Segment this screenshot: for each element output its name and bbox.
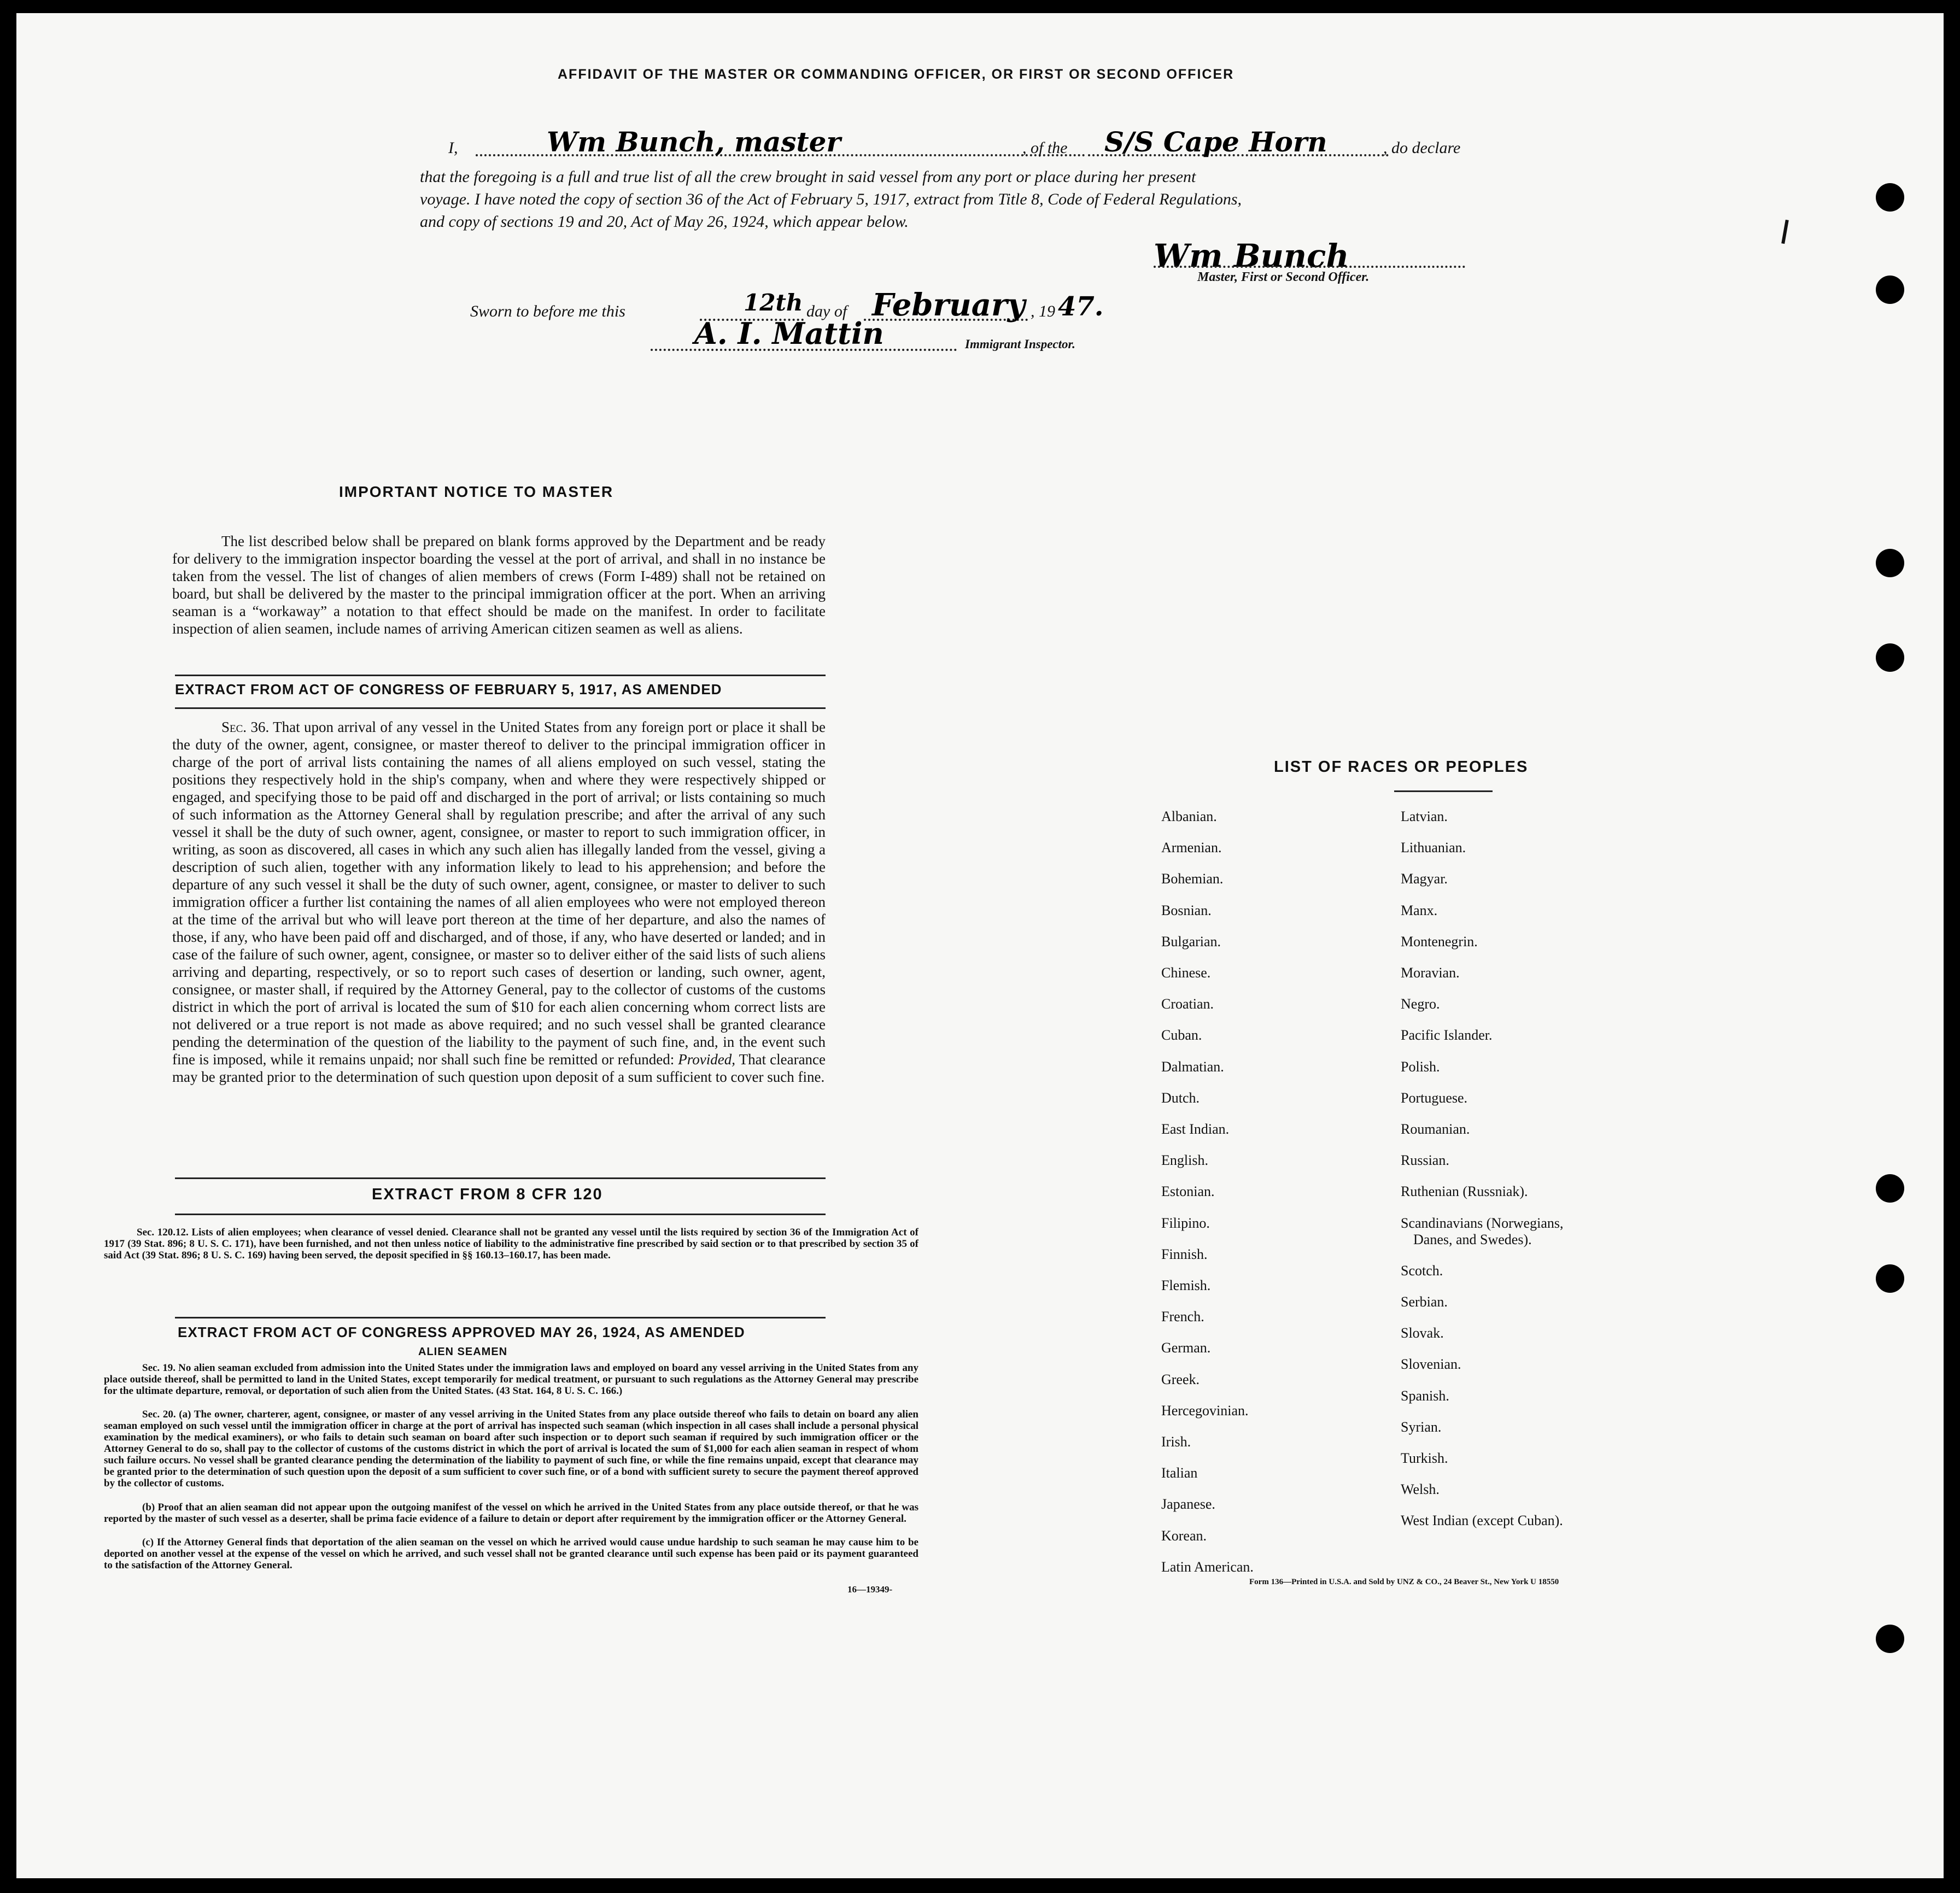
race-right-item: Scotch. [1401,1263,1443,1279]
race-left-item: Korean. [1161,1528,1207,1544]
notice-heading: IMPORTANT NOTICE TO MASTER [339,483,614,500]
punch-hole [1876,183,1904,212]
inspector-caption: Immigrant Inspector. [965,337,1075,351]
race-left-item: East Indian. [1161,1121,1230,1137]
sec36-text-b: That clearance may be granted prior to the determination of such question upon deposit of a sum sufficient to cover such fine. [172,1051,826,1085]
punch-hole [1876,1625,1904,1653]
affidavit-i: I, [448,139,458,157]
race-right-item: Turkish. [1401,1450,1448,1466]
races-heading: LIST OF RACES OR PEOPLES [1274,758,1529,776]
signature-caption: Master, First or Second Officer. [1197,270,1370,284]
race-left-item: Latin American. [1161,1559,1254,1575]
sec20b-text: (b) Proof that an alien seaman did not appear upon the outgoing manifest of the vessel on which he arrived in the United States from any place outside thereof, or that he was reported by the master of such vessel as a deserter, shall be prima facie evidence of a failure to detain or deport after requirement by the immigration officer or the Attorney General. [104,1502,918,1525]
race-right-item: Serbian. [1401,1294,1448,1310]
extract-1924-heading: EXTRACT FROM ACT OF CONGRESS APPROVED MAY 26, 1924, AS AMENDED [178,1324,745,1340]
affidavit-line2: that the foregoing is a full and true list of all the crew brought in said vessel from any port or place during her present [420,168,1196,186]
month-handwritten: February [872,287,1026,323]
sec19-text: Sec. 19. No alien seaman excluded from admission into the United States under the immigration laws and employed on board any vessel arriving in the United States from any place outside thereof, shall be permitted to land in the United States, except temporarily for medical treatment, or pursuant to such regulations as the Attorney General may prescribe for the ultimate departure, removal, or deportation of such alien from the United States. (43 Stat. 164, 8 U. S. C. 166.) [104,1362,918,1397]
race-right-item: Negro. [1401,996,1440,1012]
affidavit-do-declare: , do declare [1383,139,1461,157]
punch-hole [1876,276,1904,304]
race-left-item: Dalmatian. [1161,1059,1224,1075]
race-right-item: Ruthenian (Russniak). [1401,1183,1528,1199]
divider [175,675,826,676]
race-left-item: Hercegovinian. [1161,1403,1249,1419]
race-right-item: Polish. [1401,1059,1440,1075]
signature-underline [1154,266,1465,268]
affidavit-title: AFFIDAVIT OF THE MASTER OR COMMANDING OFFICER, OR FIRST OR SECOND OFFICER [558,67,1234,82]
race-left-item: Dutch. [1161,1090,1200,1106]
race-right-item: Portuguese. [1401,1090,1468,1106]
race-left-item: Chinese. [1161,965,1211,981]
year-prefix: , 19 [1031,302,1055,320]
race-right-item: Manx. [1401,902,1438,918]
master-name-handwritten: Wm Bunch, master [547,126,841,158]
form-footer: Form 136—Printed in U.S.A. and Sold by UNZ & CO., 24 Beaver St., New York U 18550 [1249,1578,1559,1586]
form-code: 16—19349- [847,1584,893,1595]
race-right-item: West Indian (except Cuban). [1401,1513,1563,1528]
extract-1917-text [172,718,826,1086]
race-left-item: Cuban. [1161,1027,1202,1043]
divider [175,1177,826,1179]
punch-hole [1876,1264,1904,1293]
race-left-item: Estonian. [1161,1183,1215,1199]
race-right-item: Spanish. [1401,1388,1449,1404]
race-right-item: Lithuanian. [1401,840,1466,855]
race-right-item: Roumanian. [1401,1121,1470,1137]
year-handwritten: 47. [1058,291,1104,322]
day-of-text: day of [806,302,847,320]
punch-hole [1876,549,1904,577]
race-left-item: Bulgarian. [1161,934,1221,950]
races-underline [1394,790,1493,792]
race-left-item: Finnish. [1161,1246,1208,1262]
race-left-item: French. [1161,1309,1204,1324]
race-right-item: Welsh. [1401,1481,1440,1497]
affidavit-line1 [448,126,1498,162]
sec36-label: Sec. 36. [221,719,270,735]
race-right-item: Slovak. [1401,1325,1444,1341]
race-right-item: Scandinavians (Norwegians, [1401,1215,1564,1231]
race-left-item: German. [1161,1340,1211,1356]
race-left-item: Bosnian. [1161,902,1212,918]
notice-text: The list described below shall be prepared on blank forms approved by the Department and be ready for delivery to the immigration inspector boarding the vessel at the port of arrival, and shall in no instance be taken from the vessel. The list of changes of alien members of crews (Form I-489) shall not be retained on board, but shall be delivered by the master to the principal immigration officer at the port. When an arriving seaman is a “workaway” a notation to that effect should be made on the manifest. In order to facilitate inspection of alien seamen, include names of arriving American citizen seamen as well as aliens. [172,533,826,637]
inspector-signature: A. I. Mattin [694,316,884,351]
race-right-item: Syrian. [1401,1419,1442,1435]
race-right-item: Moravian. [1401,965,1460,981]
race-right-item: Russian. [1401,1152,1449,1168]
race-right-item: Latvian. [1401,808,1448,824]
race-left-item: Filipino. [1161,1215,1210,1231]
race-left-item: Albanian. [1161,808,1217,824]
sec36-provided: Provided, [678,1051,736,1068]
race-left-item: Irish. [1161,1434,1191,1450]
sec20c-text: (c) If the Attorney General finds that deportation of the alien seaman on the vessel on which he arrived would cause undue hardship to such seaman he may cause him to be deported on another vessel at the expense of the vessel on which he arrived, and such vessel shall not be granted clearance until such expense has been paid or its payment guaranteed to the satisfaction of the Attorney General. [104,1537,918,1571]
race-left-item: Flemish. [1161,1277,1211,1293]
divider [175,1317,826,1318]
divider [175,1214,826,1215]
race-left-item: English. [1161,1152,1208,1168]
vessel-name-handwritten: S/S Cape Horn [1104,126,1327,158]
punch-hole [1876,1174,1904,1203]
race-right-item: Danes, and Swedes). [1413,1232,1532,1247]
affidavit-line3: voyage. I have noted the copy of section 36 of the Act of February 5, 1917, extract from Title 8, Code of Federal Regulations, [420,190,1242,208]
race-left-item: Croatian. [1161,996,1214,1012]
master-signature: Wm Bunch [1154,237,1349,274]
punch-hole [1876,643,1904,672]
cfr-text: Sec. 120.12. Lists of alien employees; when clearance of vessel denied. Clearance shall not be granted any vessel until the lists required by section 36 of the Immigration Act of 1917 (39 Stat. 896; 8 U. S. C. 171), have been furnished, and not then unless notice of liability to the administrative fine prescribed by said section or to that prescribed by section 35 of said Act (39 Stat. 896; 8 U. S. C. 169) having been served, the deposit specified in §§ 160.13–160.17, has been made. [104,1227,918,1261]
affidavit-of-the: , of the [1022,139,1068,157]
sworn-text: Sworn to before me this [470,302,625,320]
race-left-item: Greek. [1161,1372,1200,1387]
race-left-item: Italian [1161,1465,1198,1481]
race-right-item: Magyar. [1401,871,1448,887]
pen-mark [1781,220,1789,244]
cfr-heading: EXTRACT FROM 8 CFR 120 [372,1186,603,1203]
race-left-item: Bohemian. [1161,871,1224,887]
race-left-item: Armenian. [1161,840,1222,855]
race-left-item: Japanese. [1161,1496,1215,1512]
document-page [16,13,1944,1878]
race-right-item: Pacific Islander. [1401,1027,1493,1043]
divider [175,707,826,709]
race-right-item: Slovenian. [1401,1356,1461,1372]
alien-seamen-subheading: ALIEN SEAMEN [418,1346,508,1358]
day-handwritten: 12th [744,289,803,316]
sec36-text-a: That upon arrival of any vessel in the United States from any foreign port or place it shall be the duty of the owner, agent, consignee, or master thereof to deliver to the principal immigration officer in charge of the port of arrival lists containing the names of all aliens employed on such vessel, stating the positions they respectively hold in the ship's company, when and where they were respectively shipped or engaged, and specifying those to be paid off and discharged in the port of arrival; or lists containing so much of such information as the Attorney General shall by regulation prescribe; and after the arrival of any such vessel it shall be the duty of such owner, agent, consignee, or master to report to such immigration officer, in writing, as soon as discovered, all cases in which any such alien has illegally landed from the vessel, giving a description of such alien, together with any information likely to lead to his apprehension; and before the departure of any such vessel it shall be the duty of such owner, agent, consignee, or master to deliver to such immigration officer a further list containing the names of all alien employees who were not employed thereon at the time of the arrival but who will leave port thereon at the time of her departure, and also the names of those, if any, who have been paid off and discharged, and of those, if any, who have deserted or landed; and in case of the failure of such owner, agent, consignee, or master so to deliver either of the said lists of such aliens arriving and departing, respectively, or so to report such cases of desertion or landing, such owner, agent, consignee, or master shall, if required by the Attorney General, pay to the collector of customs of the customs district in which the port of arrival is located the sum of $10 for each alien concerning whom correct lists are not delivered or a true report is not made as above required; and no such vessel shall be granted clearance pending the determination of the question of the liability to the payment of such fine, and, in the event such fine is imposed, while it remains unpaid; nor shall such fine be remitted or refunded: [172,719,826,1068]
sec20a-text: Sec. 20. (a) The owner, charterer, agent, consignee, or master of any vessel arriving in the United States from any place outside thereof who fails to detain on board any alien seaman employed on such vessel until the immigration officer in charge at the port of arrival has inspected such seaman (which inspection in all cases shall include a personal physical examination by the medical examiners), or who fails to detain such seaman on board after such inspection or to deport such seaman if required by such immigration officer or the Attorney General to do so, shall pay to the collector of customs of the customs district in which the port of arrival is located the sum of $1,000 for each alien seaman in respect of whom such failure occurs. No vessel shall be granted clearance pending the determination of the liability to payment of such fine, or while the fine remains unpaid, except that clearance may be granted prior to the determination of such question upon the deposit of a sum sufficient to cover such fine, or of a bond with sufficient surety to secure the payment thereof approved by the collector of customs. [104,1409,918,1489]
inspector-line [651,313,1143,356]
affidavit-line4: and copy of sections 19 and 20, Act of May 26, 1924, which appear below. [420,213,909,231]
extract-1917-heading: EXTRACT FROM ACT OF CONGRESS OF FEBRUARY 5, 1917, AS AMENDED [175,681,722,698]
race-right-item: Montenegrin. [1401,934,1478,950]
